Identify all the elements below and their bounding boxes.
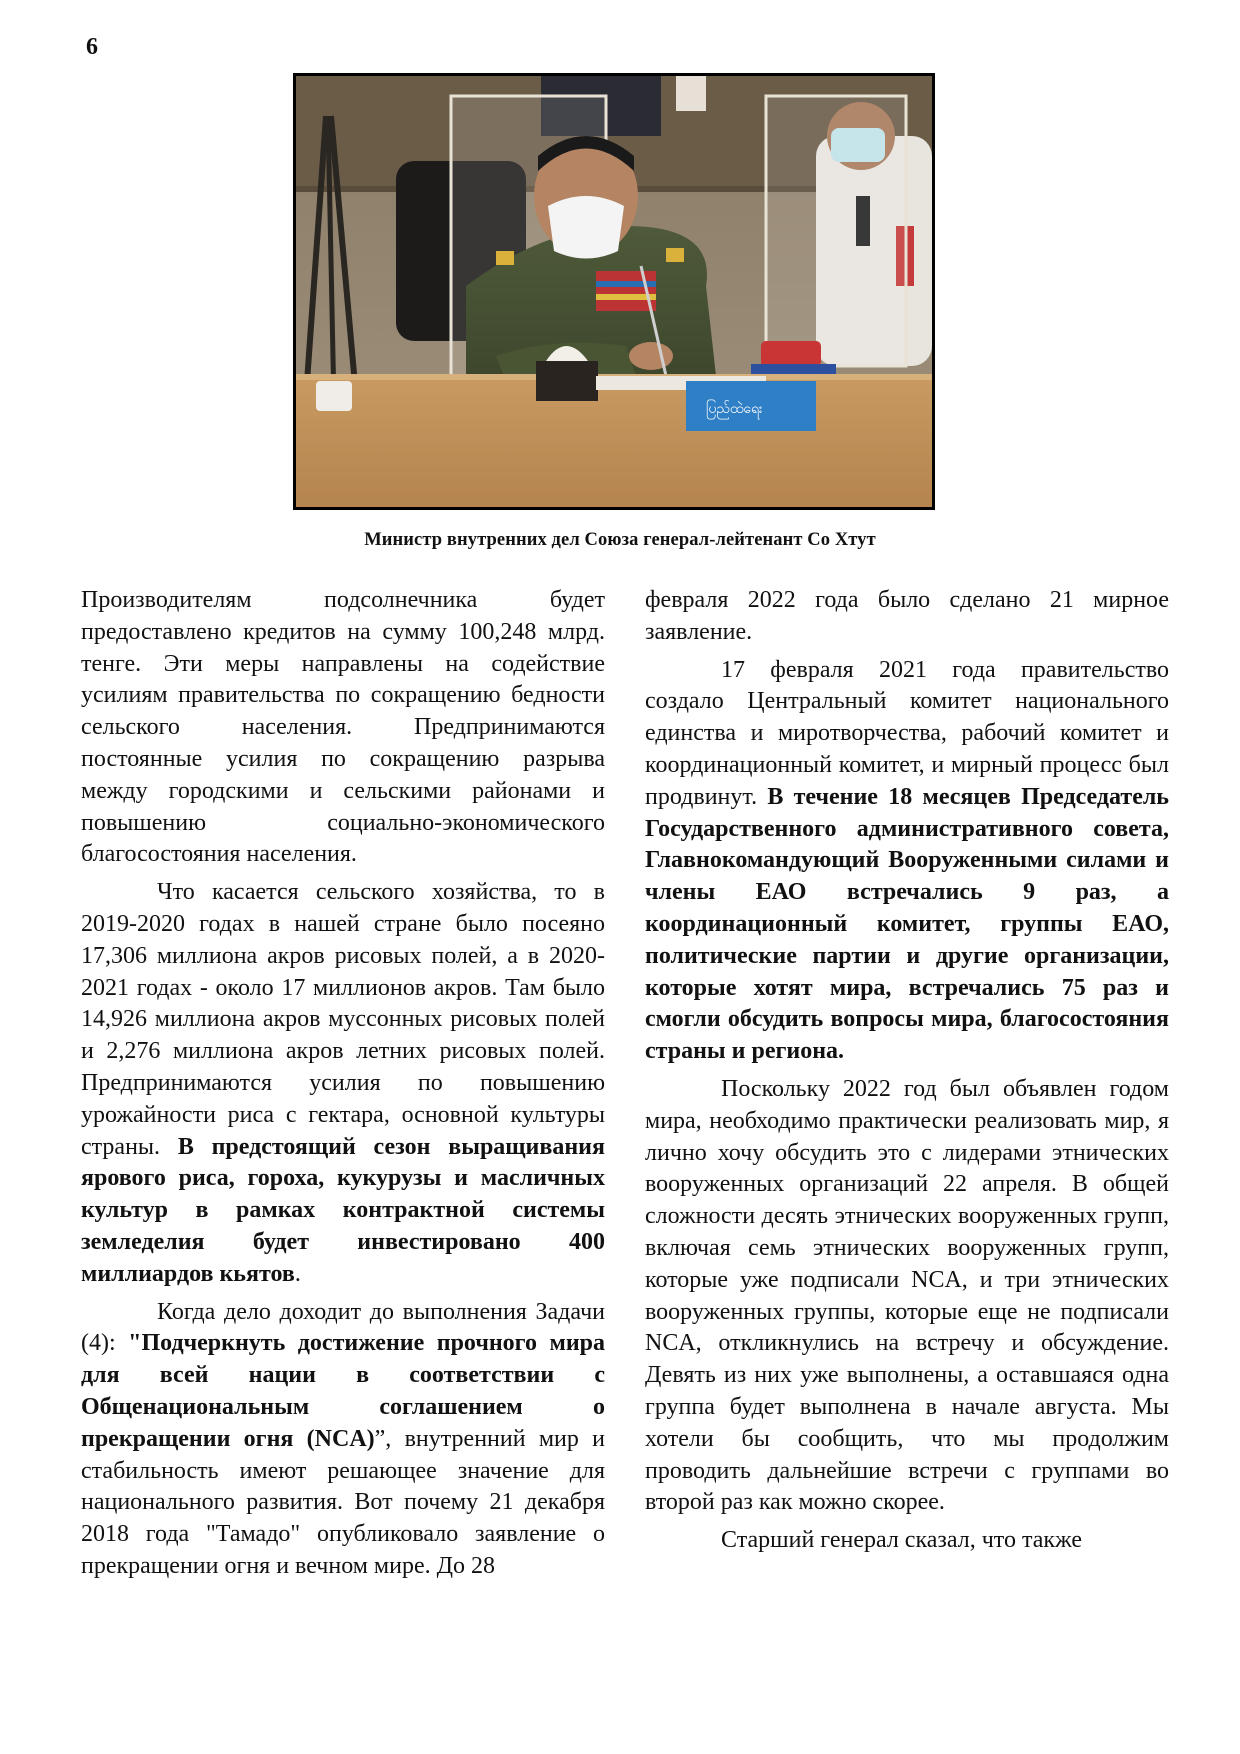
page-number: 6 [86,34,98,60]
news-photo [293,73,935,510]
paragraph-text: Поскольку 2022 год был объявлен годом мира, необходимо практически реализовать мир, я лично хочу обсудить это с лидерами этнических вооруженных организаций 22 апреля. В общей сложности десять этнических вооруженных групп, включая семь этнических вооруженных групп, которые уже подписали NCA, и три этнических вооруженных группы, которые еще не подписали NCA, откликнулись на встречу и обсуждение. Девять из них уже выполнены, а оставшаяся одна группа будет выполнена в начале августа. Мы хотели бы сообщить, что мы продолжим проводить дальнейшие встречи с группами во второй раз как можно скорее. [645,1075,1169,1516]
paragraph [81,877,605,1290]
paragraph [645,585,1169,649]
bold-statement: В предстоящий сезон выращивания ярового риса, гороха, кукурузы и масличных культур в рамках контрактной системы земледелия будет инвестировано 400 миллиардов кьятов [81,1133,605,1287]
paragraph-text: 17 февраля 2021 года правительство создало Центральный комитет национального единства и миротворчества, рабочий комитет и координационный комитет, и мирный процесс был продвинут. [645,656,1169,810]
photo-caption: Министр внутренних дел Союза генерал-лейтенант Со Хтут [364,530,876,550]
nameplate-text: ပြည်ထဲရေး [706,401,763,417]
photo-illustration [296,76,932,507]
paragraph-text: Когда дело доходит до выполнения Задачи (4): [81,1298,605,1357]
left-column [81,585,605,1589]
paragraph-text: ”, внутренний мир и стабильность имеют решающее значение для национального развития. Вот почему 21 декабря 2018 года "Тамадо" опубликовало заявление о прекращении огня и вечном мире. До 28 [81,1425,606,1579]
bold-task: "Подчеркнуть достижение прочного мира для всей нации в соответствии с Общенациональным соглашением о прекращении огня (NCA) [81,1330,606,1452]
paragraph [81,1297,605,1583]
paragraph-text: Старший генерал сказал, что также [721,1527,1082,1554]
bold-statement: В течение 18 месяцев Председатель Государственного административного совета, Главнокомандующий Вооруженными силами и члены ЕАО встречались 9 раз, а координационный комитет, группы ЕАО, политические партии и другие организации, которые хотят мира, встречались 75 раз и смогли обсудить вопросы мира, благосостояния страны и региона. [645,783,1170,1065]
paragraph-text: Что касается сельского хозяйства, то в 2019-2020 годах в нашей стране было посеяно 17,306 миллиона акров рисовых полей, а в 2020-2021 годах - около 17 миллионов акров. Там было 14,926 миллиона акров муссонных рисовых полей и 2,276 миллиона акров летних рисовых полей. Предпринимаются усилия по повышению урожайности риса с гектара, основной культуры страны. [81,879,605,1160]
paragraph [645,655,1169,1068]
paragraph [645,1074,1169,1519]
paragraph-text: Производителям подсолнечника будет предоставлено кредитов на сумму 100,248 млрд. тенге. Эти меры направлены на содействие усилиям правительства по сокращению бедности сельского населения. Предпринимаются постоянные усилия по сокращению разрыва между городскими и сельскими районами и повышению социально-экономического благосостояния населения. [81,587,605,868]
right-column [645,585,1169,1563]
paragraph-end: . [294,1260,301,1287]
paragraph-text: февраля 2022 года было сделано 21 мирное заявление. [645,587,1169,645]
paragraph [645,1525,1169,1557]
paragraph [81,585,605,871]
